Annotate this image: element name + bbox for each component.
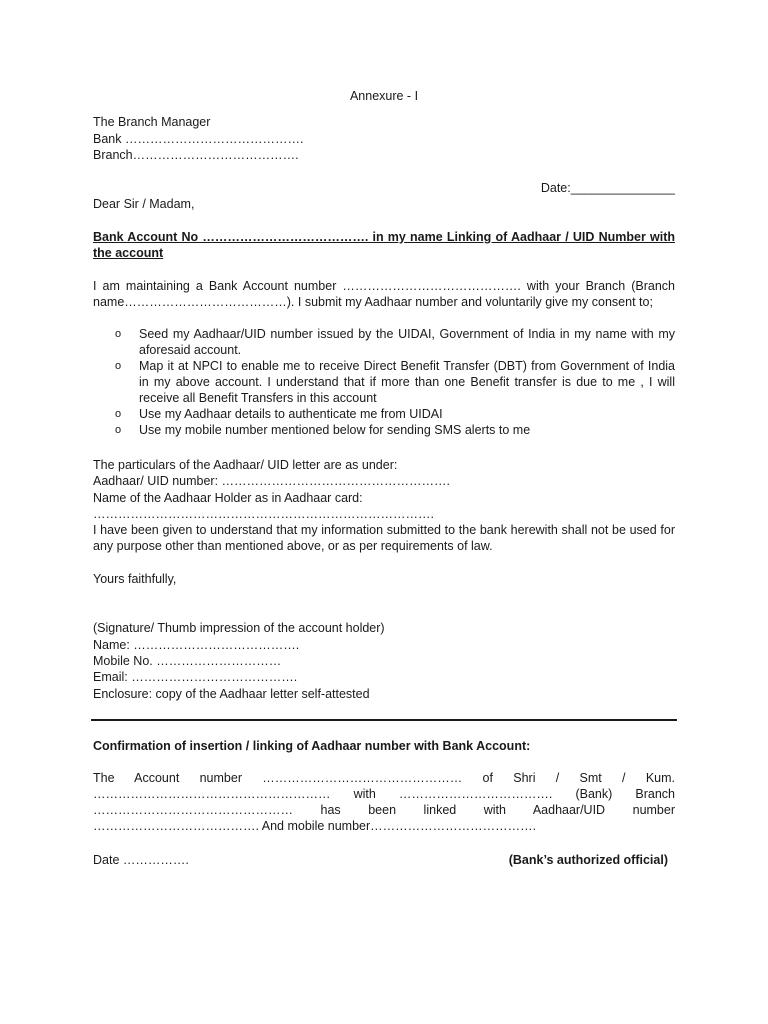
bullet-icon: o: [115, 408, 122, 420]
consent-text: Use my Aadhaar details to authenticate me from UIDAI: [139, 407, 443, 421]
page-title: Annexure - I: [349, 89, 419, 103]
subject-line: Bank Account No …………………………………. in my name Linking of Aadhaar / UID Number with the account: [93, 230, 675, 260]
consent-list: [115, 326, 675, 438]
consent-item: [115, 406, 675, 422]
aadhaar-uid-field: Aadhaar/ UID number: ……………………………………………….: [93, 474, 451, 488]
addressee-line: The Branch Manager: [93, 115, 211, 129]
confirmation-date: Date …………….: [93, 853, 189, 867]
consent-text: Use my mobile number mentioned below for sending SMS alerts to me: [139, 423, 531, 437]
confirmation-title: Confirmation of insertion / linking of Aadhaar number with Bank Account:: [93, 739, 531, 753]
bank-line: Bank …………………………………….: [93, 132, 304, 146]
consent-text: Map it at NPCI to enable me to receive Direct Benefit Transfer (DBT) from Government of India in my above account. I understand that if more than one Benefit transfer is due to me , I will receive all Benefit Transfers in this account: [139, 359, 675, 405]
authorized-official: (Bank’s authorized official): [508, 853, 668, 867]
signature-label: (Signature/ Thumb impression of the account holder): [93, 621, 385, 635]
confirmation-paragraph: The Account number ………………………………………… of Shri / Smt / Kum. ………………………………………………… with ………………………………. (Bank) Branch ………………………………………… has been linked with Aadhaar/UID number …………………………………. And mobile number………………………………….: [93, 771, 675, 833]
consent-item: [115, 422, 675, 438]
intro-paragraph: I am maintaining a Bank Account number ……………………………………. with your Branch (Branch name…………………………………). I submit my Aadhaar number and voluntarily give my consent to;: [93, 279, 675, 309]
declaration-paragraph: I have been given to understand that my information submitted to the bank herewith shall not be used for any purpose other than mentioned above, or as per requirements of law.: [93, 523, 675, 553]
salutation: Dear Sir / Madam,: [93, 197, 195, 211]
bullet-icon: o: [115, 424, 122, 436]
consent-item: [115, 326, 675, 358]
date-field: Date:_______________: [540, 181, 675, 195]
consent-item: [115, 358, 675, 406]
aadhaar-holder-field: Name of the Aadhaar Holder as in Aadhaar card: ……………………………………………………………………….: [93, 491, 434, 521]
email-field: Email: ………………………………….: [93, 670, 298, 684]
branch-line: Branch………………………………….: [93, 148, 299, 162]
enclosure-line: Enclosure: copy of the Aadhaar letter self-attested: [93, 687, 370, 701]
closing-line: Yours faithfully,: [93, 572, 177, 586]
name-field: Name: ………………………………….: [93, 638, 300, 652]
bullet-icon: o: [115, 360, 122, 372]
section-divider: [91, 719, 677, 721]
particulars-heading: The particulars of the Aadhaar/ UID letter are as under:: [93, 458, 398, 472]
consent-text: Seed my Aadhaar/UID number issued by the UIDAI, Government of India in my name with my aforesaid account.: [139, 327, 675, 357]
bullet-icon: o: [115, 328, 122, 340]
mobile-field: Mobile No. …………………………: [93, 654, 282, 668]
